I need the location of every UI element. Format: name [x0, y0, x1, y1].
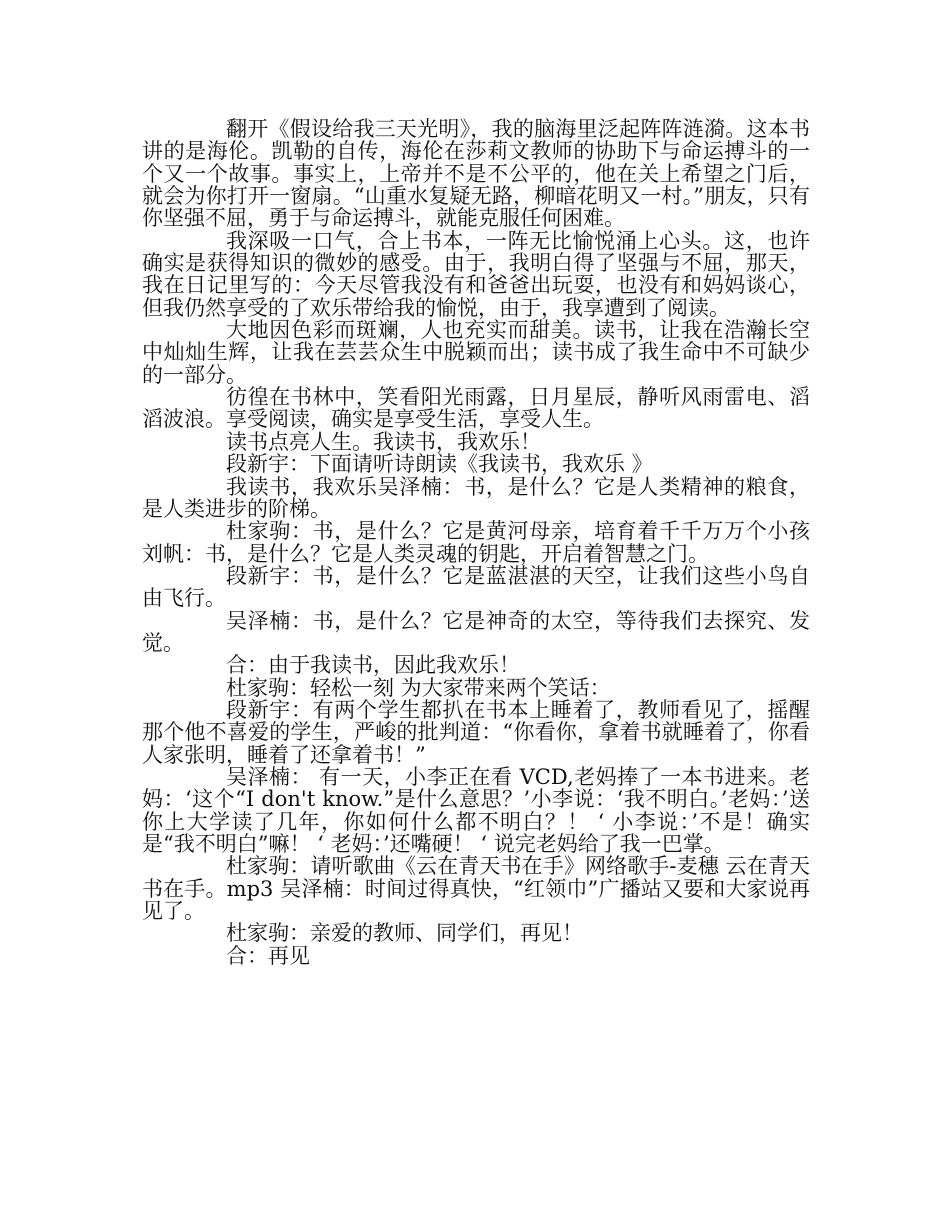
- paragraph-9: 段新宇：书，是什么？它是蓝湛湛的天空，让我们这些小鸟自由飞行。: [142, 563, 810, 611]
- paragraph-16: 杜家驹：亲爱的教师、同学们，再见！: [226, 921, 583, 946]
- paragraph-7: 我读书，我欢乐吴泽楠：书，是什么？它是人类精神的粮食，是人类进步的阶梯。: [142, 474, 810, 521]
- paragraph-3: 大地因色彩而斑斓，人也充实而甜美。读书，让我在浩瀚长空中灿灿生辉，让我在芸芸众生中脱颖而出；读书成了我生命中不可缺少的一部分。: [142, 318, 810, 387]
- paragraph-4: 彷徨在书林中，笑看阳光雨露，日月星辰，静听风雨雷电、滔滔波浪。享受阅读，确实是享受生活，享受人生。: [142, 385, 810, 432]
- paragraph-5: 读书点亮人生。我读书，我欢乐！: [226, 429, 541, 454]
- paragraph-11: 合：由于我读书，因此我欢乐！: [226, 653, 520, 678]
- paragraph-14: 吴泽楠： 有一天，小李正在看 VCD,老妈捧了一本书进来。老妈：‘这个“I don't know.”是什么意思？’小李说：‘我不明白。’老妈：’送你上大学读了几年，你如何什么都不明白？！ ‘ 小李说：’不是！确实是“我不明白”嘛！ ‘ 老妈：’还嘴硬！ ‘ 说完老妈给了我一巴掌。: [142, 764, 810, 856]
- paragraph-2: 我深吸一口气，合上书本，一阵无比愉悦涌上心头。这，也许确实是获得知识的微妙的感受。由于，我明白得了坚强与不屈，那天，我在日记里写的：今天尽管我没有和爸爸出玩耍，也没有和妈妈谈心，但我仍然享受的了欢乐带给我的愉悦，由于，我享遭到了阅读。: [142, 228, 810, 320]
- paragraph-12: 杜家驹：轻松一刻 为大家带来两个笑话：: [226, 675, 611, 700]
- paragraph-10: 吴泽楠：书，是什么？它是神奇的太空，等待我们去探究、发觉。: [142, 608, 810, 655]
- document-page: [142, 118, 810, 967]
- paragraph-6: 段新宇：下面请听诗朗读《我读书，我欢乐 》: [226, 452, 653, 477]
- paragraph-17: 合：再见: [226, 943, 310, 968]
- paragraph-15: 杜家驹：请听歌曲《云在青天书在手》网络歌手-麦穗 云在青天书在手。mp3 吴泽楠：时间过得真快，“红领巾”广播站又要和大家说再见了。: [142, 854, 810, 924]
- paragraph-8: 杜家驹：书，是什么？它是黄河母亲，培育着千千万万个小孩刘帆：书，是什么？它是人类灵魂的钥匙，开启着智慧之门。: [142, 519, 810, 566]
- paragraph-13: 段新宇：有两个学生都扒在书本上睡着了，教师看见了，摇醒那个他不喜爱的学生，严峻的批判道：“你看你，拿着书就睡着了，你看人家张明，睡着了还拿着书！”: [142, 697, 810, 767]
- paragraph-1: 翻开《假设给我三天光明》，我的脑海里泛起阵阵涟漪。这本书讲的是海伦。凯勒的自传，海伦在莎莉文教师的协助下与命运搏斗的一个又一个故事。事实上，上帝并不是不公平的，他在关上希望之门后，就会为你打开一窗扇。“山重水复疑无路，柳暗花明又一村。”朋友，只有你坚强不屈，勇于与命运搏斗，就能克服任何困难。: [142, 117, 810, 231]
